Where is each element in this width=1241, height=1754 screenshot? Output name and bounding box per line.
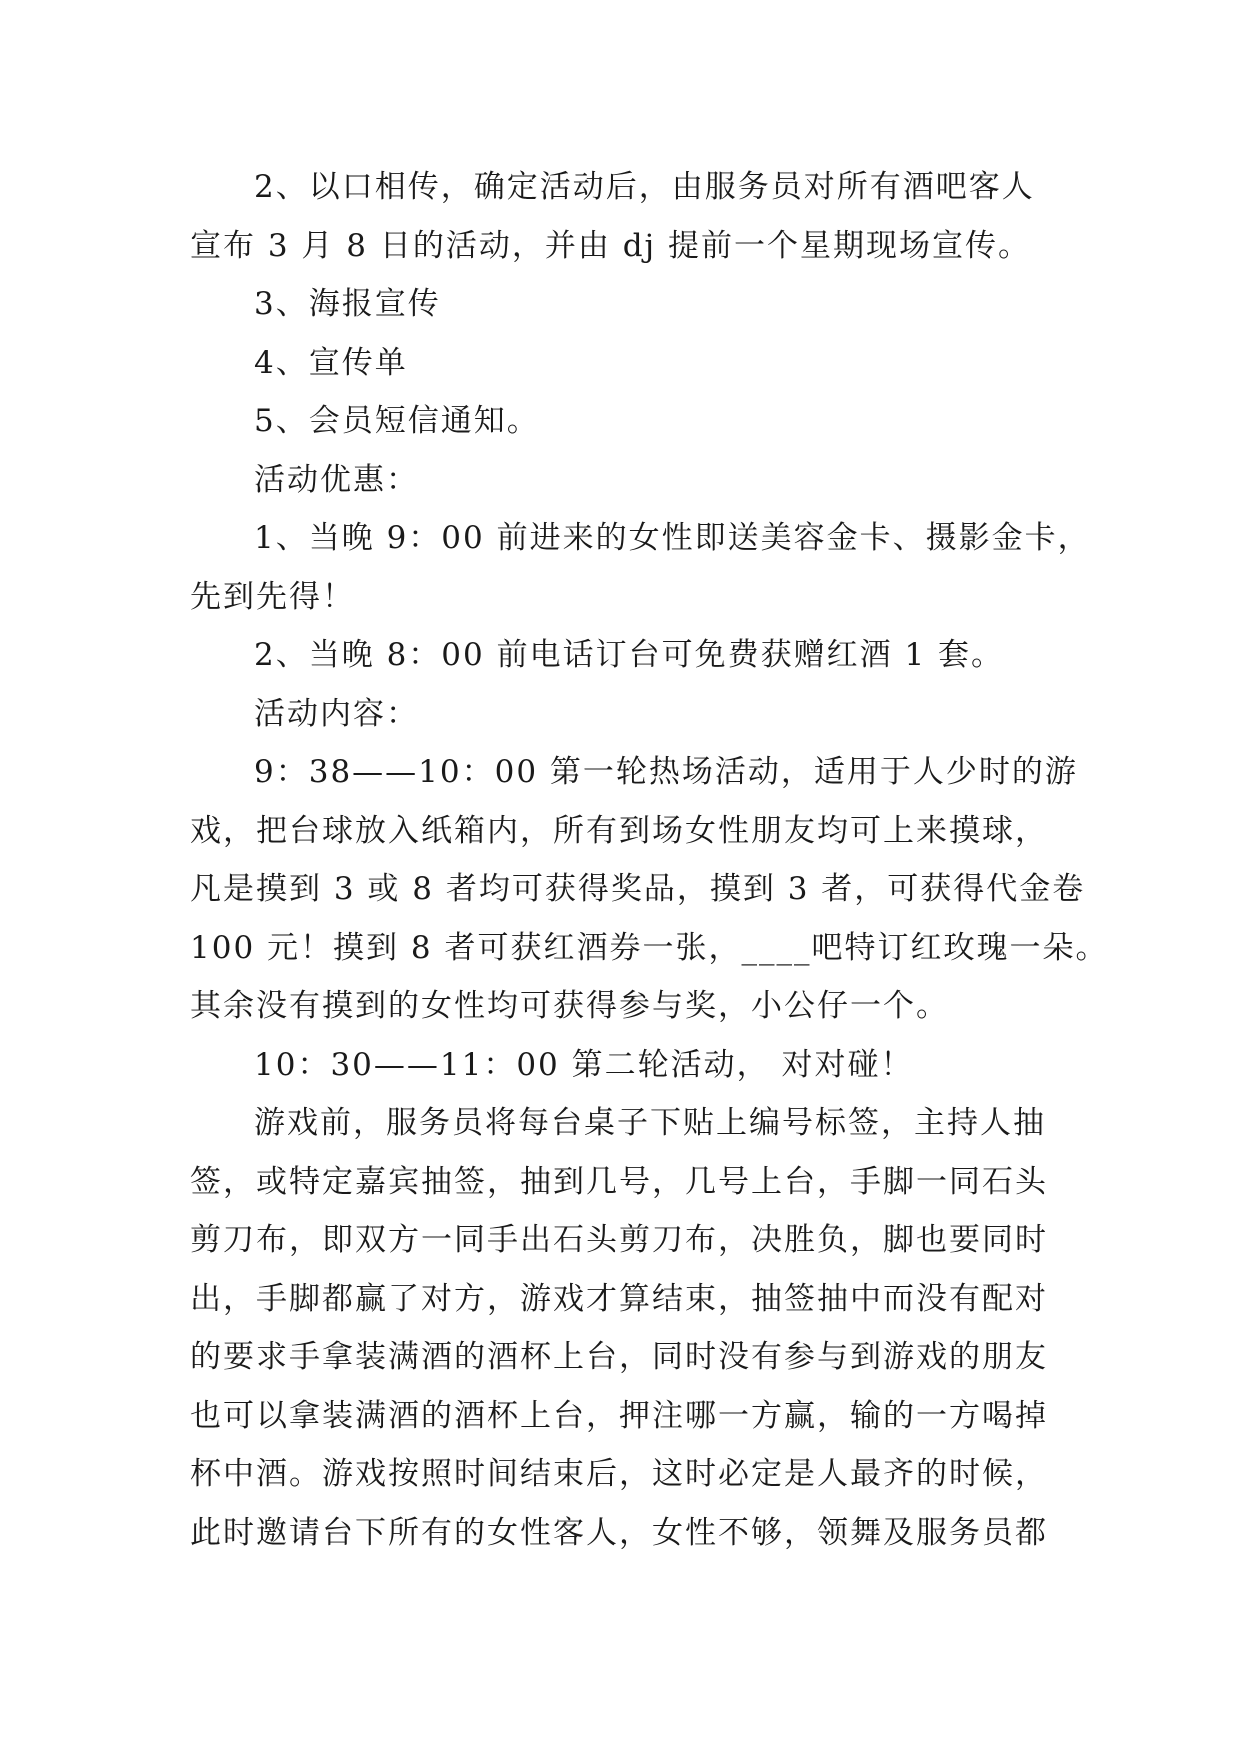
text-line: 2、以口相传，确定活动后，由服务员对所有酒吧客人: [254, 169, 1035, 205]
text-line: 戏，把台球放入纸箱内，所有到场女性朋友均可上来摸球，: [190, 812, 1048, 849]
text-line: 游戏前，服务员将每台桌子下贴上编号标签，主持人抽: [254, 1105, 1046, 1141]
text-line: 3、海报宣传: [254, 286, 441, 322]
text-line: 其余没有摸到的女性均可获得参与奖，小公仔一个。: [190, 988, 949, 1024]
text-line: 2、当晚 8：00 前电话订台可免费获赠红酒 1 套。: [254, 637, 1005, 673]
text-line: 100 元！摸到 8 者可获红酒券一张，____吧特订红玫瑰一朵。: [190, 929, 1109, 966]
section-heading: 活动内容：: [254, 695, 419, 732]
text-line: 9：38——10：00 第一轮热场活动，适用于人少时的游: [254, 754, 1078, 790]
text-line: 1、当晚 9：00 前进来的女性即送美容金卡、摄影金卡，: [254, 520, 1091, 556]
text-line: 4、宣传单: [254, 344, 408, 381]
text-line: 杯中酒。游戏按照时间结束后，这时必定是人最齐的时候，: [190, 1456, 1048, 1492]
document-body: [190, 158, 1109, 1562]
section-heading: 活动优惠：: [254, 461, 419, 498]
text-line: 剪刀布，即双方一同手出石头剪刀布，决胜负，脚也要同时: [190, 1222, 1048, 1258]
text-line: 也可以拿装满酒的酒杯上台，押注哪一方赢，输的一方喝掉: [190, 1397, 1048, 1434]
text-line: 宣布 3 月 8 日的活动，并由 dj 提前一个星期现场宣传。: [190, 227, 1032, 264]
text-line: 此时邀请台下所有的女性客人，女性不够，领舞及服务员都: [190, 1514, 1048, 1551]
text-line: 10：30——11：00 第二轮活动， 对对碰！: [254, 1046, 914, 1083]
text-line: 的要求手拿装满酒的酒杯上台，同时没有参与到游戏的朋友: [190, 1339, 1048, 1375]
text-line: 5、会员短信通知。: [254, 403, 540, 439]
text-line: 先到先得！: [190, 578, 355, 615]
text-line: 凡是摸到 3 或 8 者均可获得奖品，摸到 3 者，可获得代金卷: [190, 871, 1086, 907]
text-line: 签，或特定嘉宾抽签，抽到几号，几号上台，手脚一同石头: [190, 1163, 1048, 1200]
text-line: 出，手脚都赢了对方，游戏才算结束，抽签抽中而没有配对: [190, 1280, 1048, 1317]
